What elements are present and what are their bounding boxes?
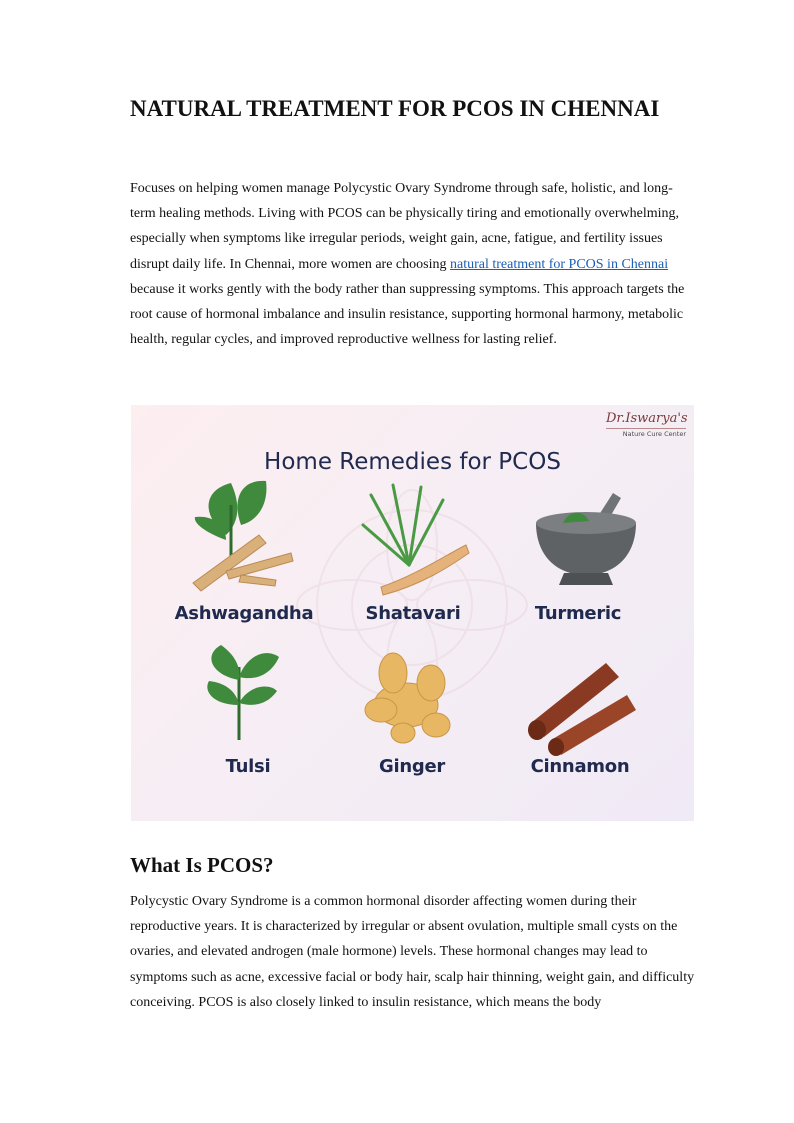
- shatavari-illustration: [363, 485, 469, 595]
- ginger-illustration: [365, 653, 450, 743]
- shatavari-leaves: [363, 485, 443, 565]
- intro-paragraph: [130, 176, 696, 352]
- home-remedies-infographic: [131, 405, 694, 821]
- what-is-pcos-paragraph: Polycystic Ovary Syndrome is a common hormonal disorder affecting women during their reproductive years. It is characterized by irregular or absent ovulation, multiple small cysts on the ovaries, and elevated androgen (male hormone) levels. These hormonal changes may lead to symptoms such as acne, excessive facial or body hair, scalp hair thinning, weight gain, and difficulty conceiving. PCOS is also closely linked to insulin resistance, which means the body: [130, 894, 695, 1010]
- herb-label-shatavari: Shatavari: [365, 603, 461, 624]
- herb-label-tulsi: Tulsi: [225, 756, 271, 777]
- herb-label-cinnamon: Cinnamon: [530, 756, 630, 777]
- logo-name: Dr.Iswarya's: [606, 411, 688, 426]
- ashwagandha-roots: [193, 535, 293, 591]
- ashwagandha-illustration: [193, 481, 293, 591]
- tulsi-illustration: [207, 645, 279, 740]
- herb-label-ginger: Ginger: [379, 756, 445, 777]
- cinnamon-illustration: [528, 663, 636, 756]
- intro-text-before: Focuses on helping women manage Polycystic Ovary Syndrome through safe, holistic, and long-term healing methods. Living with PCOS can be physically tiring and emotionally overwhelming, especially when symptoms like irregular periods, weight gain, acne, fatigue, and fertility issues disrupt daily life. In Chennai, more women are choosing: [130, 181, 680, 272]
- clinic-logo: [606, 411, 686, 438]
- infographic-title: Home Remedies for PCOS: [264, 449, 561, 475]
- intro-text-after: because it works gently with the body rather than suppressing symptoms. This approach targets the root cause of hormonal imbalance and insulin resistance, supporting hormonal harmony, metabolic health, regular cycles, and improved reproductive wellness for lasting relief.: [130, 281, 685, 348]
- tulsi-leaves: [207, 645, 279, 705]
- mortar-base: [559, 573, 613, 585]
- page-title: NATURAL TREATMENT FOR PCOS IN CHENNAI: [130, 96, 660, 121]
- herb-label-ashwagandha: Ashwagandha: [174, 603, 314, 624]
- turmeric-illustration: [536, 493, 636, 585]
- herb-label-turmeric: Turmeric: [534, 603, 622, 624]
- mortar-rim: [536, 512, 636, 534]
- natural-treatment-link[interactable]: natural treatment for PCOS in Chennai: [449, 256, 669, 272]
- section-heading-what-is-pcos: What Is PCOS?: [130, 853, 274, 877]
- logo-subtitle: Nature Cure Center: [606, 428, 686, 438]
